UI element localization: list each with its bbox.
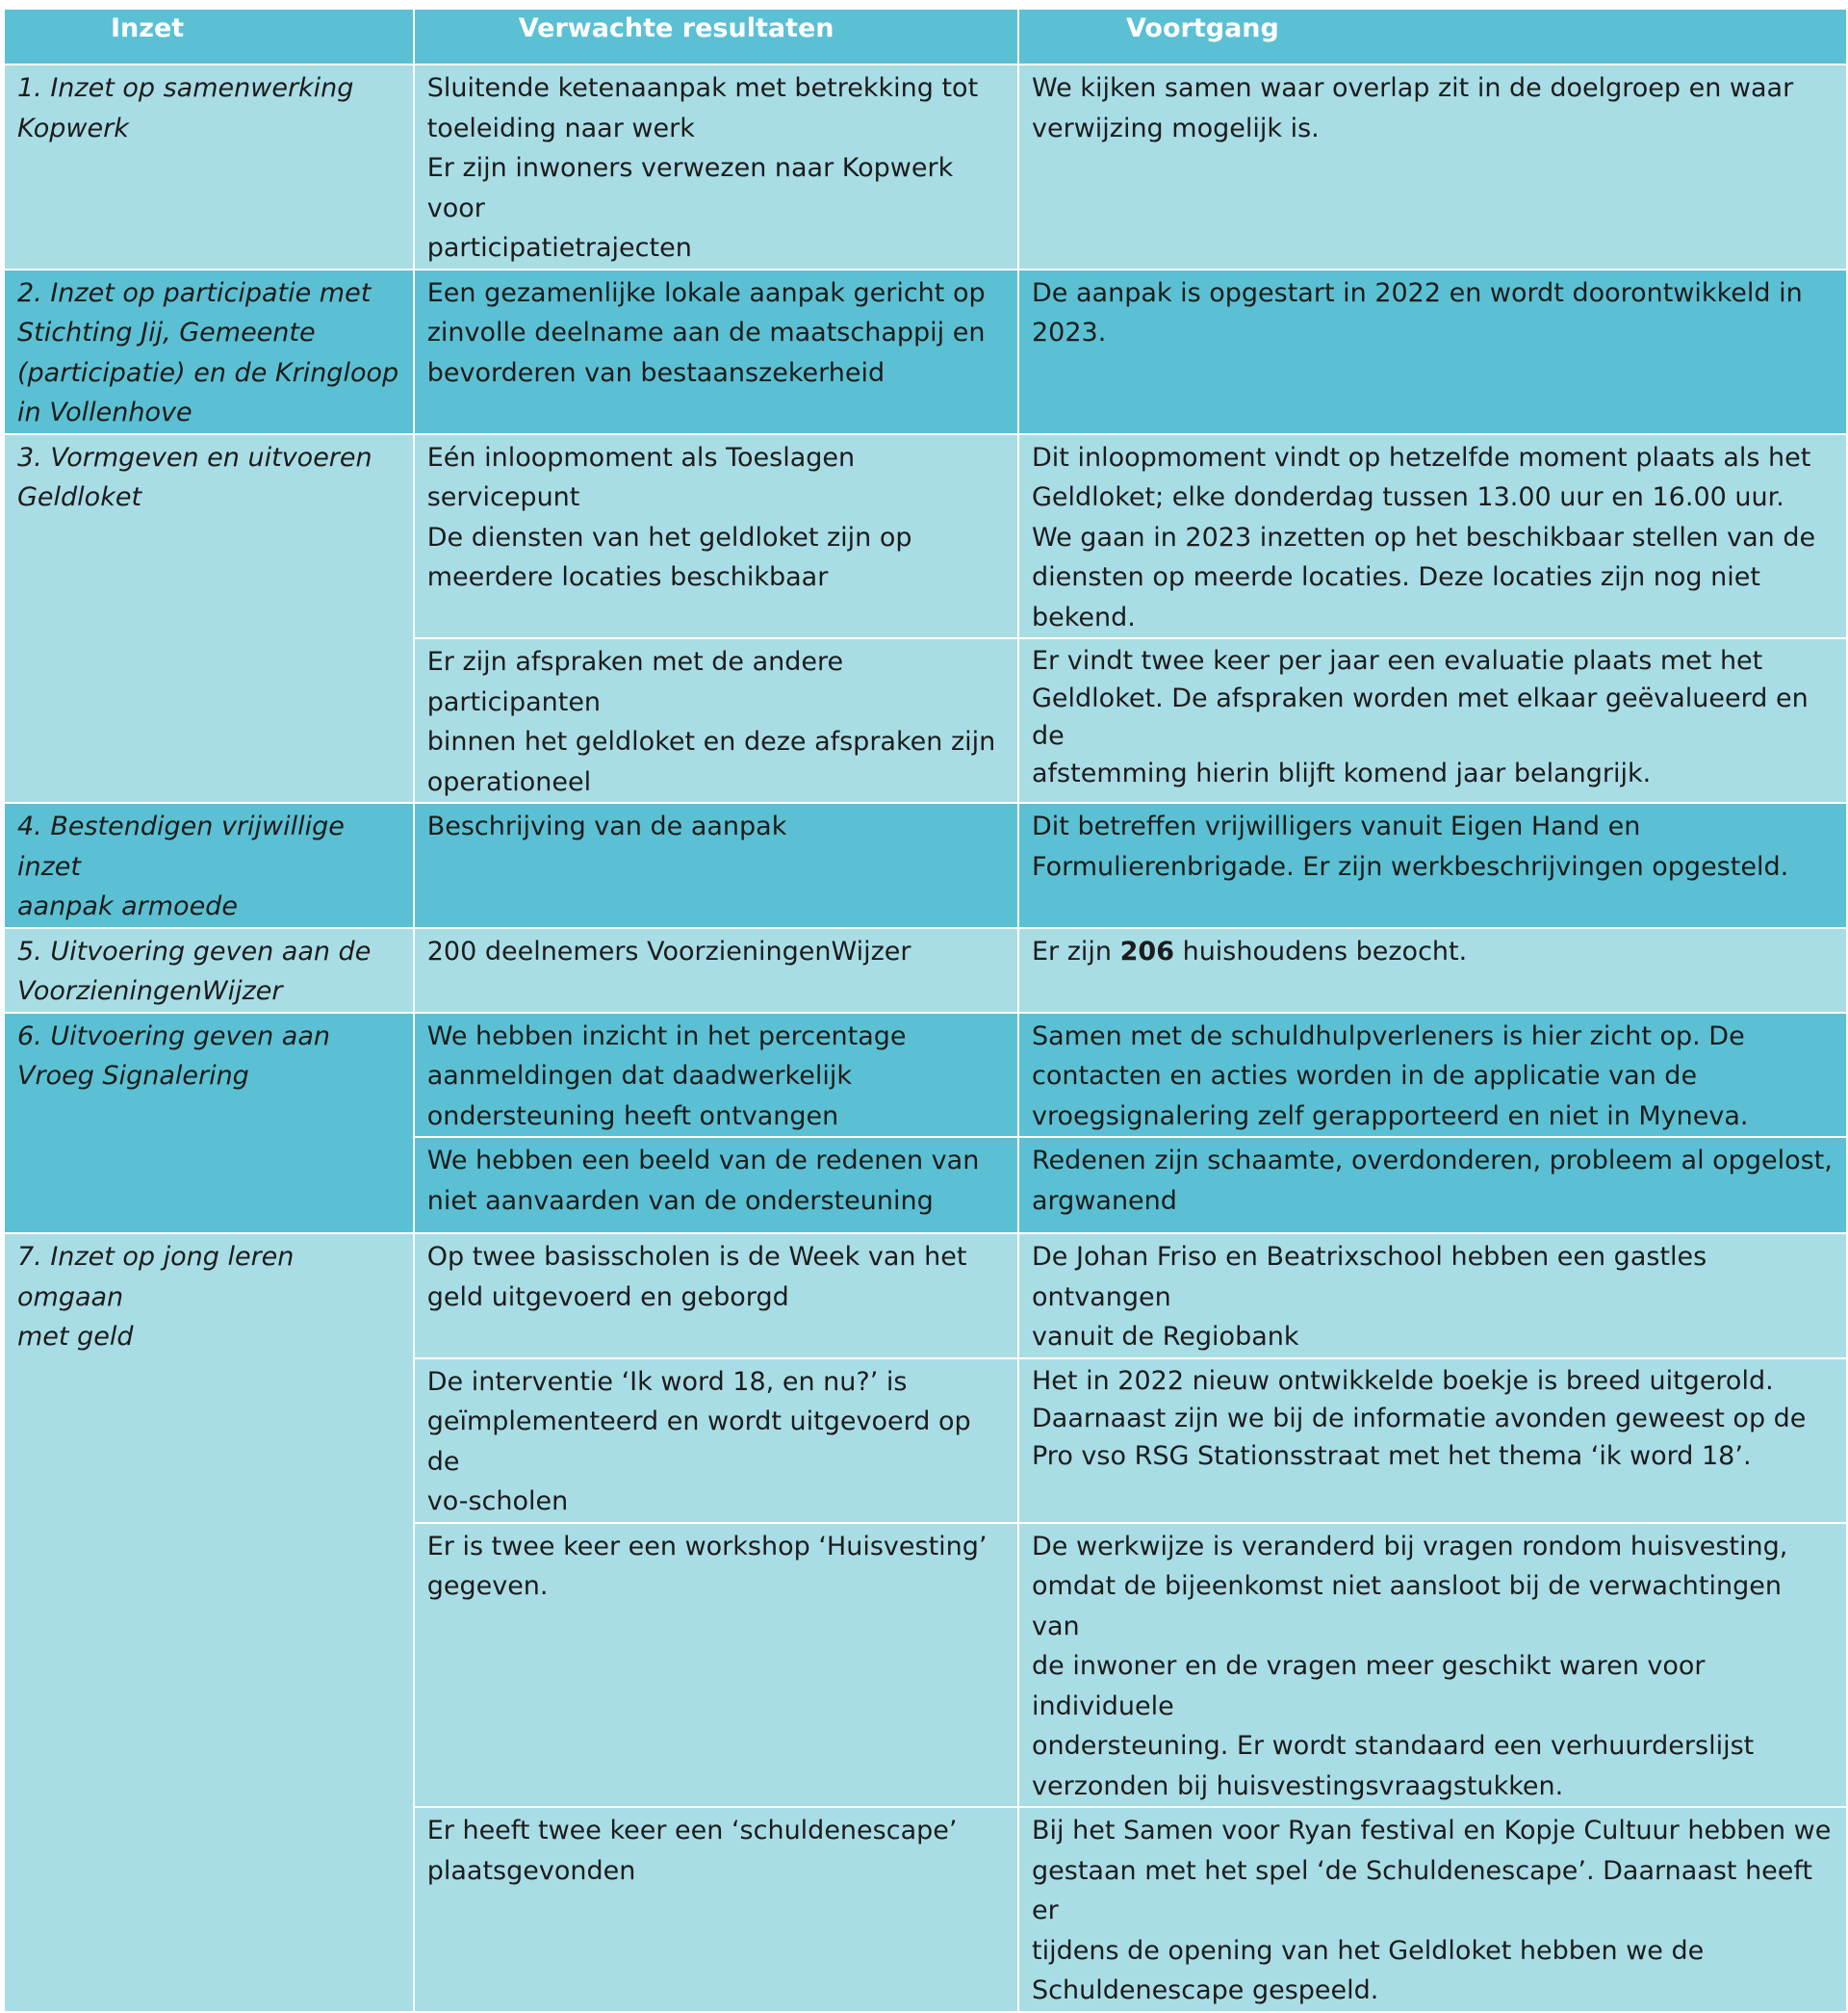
resultaat-cell: Sluitende ketenaanpak met betrekking tot toeleiding naar werk Er zijn inwoners verwezen naar Kopwerk voor participatietrajecten [414,65,1018,270]
resultaat-cell: We hebben inzicht in het percentage aanmeldingen dat daadwerkelijk ondersteuning heeft ontvangen [414,1013,1018,1138]
voortgang-prefix: Er zijn [1032,936,1120,967]
voortgang-cell: Er vindt twee keer per jaar een evaluatie plaats met het Geldloket. De afspraken worden met elkaar geëvalueerd en de afstemming hierin blijft komend jaar belangrijk. [1018,638,1847,803]
inzet-cell: 4. Bestendigen vrijwillige inzet aanpak armoede [4,803,414,928]
resultaat-cell: We hebben een beeld van de redenen van niet aanvaarden van de ondersteuning [414,1137,1018,1233]
resultaat-cell: Op twee basisscholen is de Week van het geld uitgevoerd en geborgd [414,1233,1018,1358]
inzet-cell: 6. Uitvoering geven aan Vroeg Signalering [4,1013,414,1234]
inzet-cell: 3. Vormgeven en uitvoeren Geldloket [4,434,414,804]
inzet-cell: 2. Inzet op participatie met Stichting Jij, Gemeente (participatie) en de Kringloop in Vollenhove [4,270,414,434]
inzet-cell: 1. Inzet op samenwerking Kopwerk [4,65,414,270]
header-voortgang: Voortgang [1018,9,1847,65]
voortgang-cell: We kijken samen waar overlap zit in de doelgroep en waar verwijzing mogelijk is. [1018,65,1847,270]
progress-table [3,8,1848,2013]
resultaat-cell: Er heeft twee keer een ‘schuldenescape’ plaatsgevonden [414,1807,1018,2012]
voortgang-cell: Bij het Samen voor Ryan festival en Kopje Cultuur hebben we gestaan met het spel ‘de Schuldenescape’. Daarnaast heeft er tijdens de opening van het Geldloket hebben we de Schuldenescape gespeeld. [1018,1807,1847,2012]
voortgang-cell: De aanpak is opgestart in 2022 en wordt doorontwikkeld in 2023. [1018,270,1847,434]
resultaat-cell: De interventie ‘Ik word 18, en nu?’ is geïmplementeerd en wordt uitgevoerd op de vo-scholen [414,1358,1018,1523]
voortgang-cell: De Johan Friso en Beatrixschool hebben een gastles ontvangen vanuit de Regiobank [1018,1233,1847,1358]
voortgang-cell: Redenen zijn schaamte, overdonderen, probleem al opgelost, argwanend [1018,1137,1847,1233]
voortgang-suffix: huishoudens bezocht. [1174,936,1468,967]
resultaat-cell: Eén inloopmoment als Toeslagen servicepunt De diensten van het geldloket zijn op meerdere locaties beschikbaar [414,434,1018,639]
header-inzet: Inzet [4,9,414,65]
header-verwachte-resultaten: Verwachte resultaten [414,9,1018,65]
resultaat-cell: Er is twee keer een workshop ‘Huisvesting’ gegeven. [414,1523,1018,1808]
resultaat-cell: Beschrijving van de aanpak [414,803,1018,928]
inzet-cell: 7. Inzet op jong leren omgaan met geld [4,1233,414,2012]
table-header-row [4,9,1847,65]
table-row [4,434,1847,639]
table-row [4,1233,1847,1358]
table-row [4,928,1847,1013]
table-row [4,1013,1847,1138]
voortgang-cell: Dit betreffen vrijwilligers vanuit Eigen Hand en Formulierenbrigade. Er zijn werkbeschrijvingen opgesteld. [1018,803,1847,928]
voortgang-cell: Samen met de schuldhulpverleners is hier zicht op. De contacten en acties worden in de applicatie van de vroegsignalering zelf gerapporteerd en niet in Myneva. [1018,1013,1847,1138]
voortgang-cell [1018,928,1847,1013]
inzet-cell: 5. Uitvoering geven aan de VoorzieningenWijzer [4,928,414,1013]
voortgang-cell: Dit inloopmoment vindt op hetzelfde moment plaats als het Geldloket; elke donderdag tussen 13.00 uur en 16.00 uur. We gaan in 2023 inzetten op het beschikbaar stellen van de diensten op meerde locaties. Deze locaties zijn nog niet bekend. [1018,434,1847,639]
voortgang-count: 206 [1119,936,1174,967]
voortgang-cell: Het in 2022 nieuw ontwikkelde boekje is breed uitgerold. Daarnaast zijn we bij de informatie avonden geweest op de Pro vso RSG Stationsstraat met het thema ‘ik word 18’. [1018,1358,1847,1523]
table-row [4,270,1847,434]
voortgang-cell: De werkwijze is veranderd bij vragen rondom huisvesting, omdat de bijeenkomst niet aansloot bij de verwachtingen van de inwoner en de vragen meer geschikt waren voor individuele ondersteuning. Er wordt standaard een verhuurderslijst verzonden bij huisvestingsvraagstukken. [1018,1523,1847,1808]
table-row [4,803,1847,928]
resultaat-cell: Er zijn afspraken met de andere participanten binnen het geldloket en deze afspraken zijn operationeel [414,638,1018,803]
resultaat-cell: Een gezamenlijke lokale aanpak gericht op zinvolle deelname aan de maatschappij en bevorderen van bestaanszekerheid [414,270,1018,434]
resultaat-cell: 200 deelnemers VoorzieningenWijzer [414,928,1018,1013]
table-row [4,65,1847,270]
